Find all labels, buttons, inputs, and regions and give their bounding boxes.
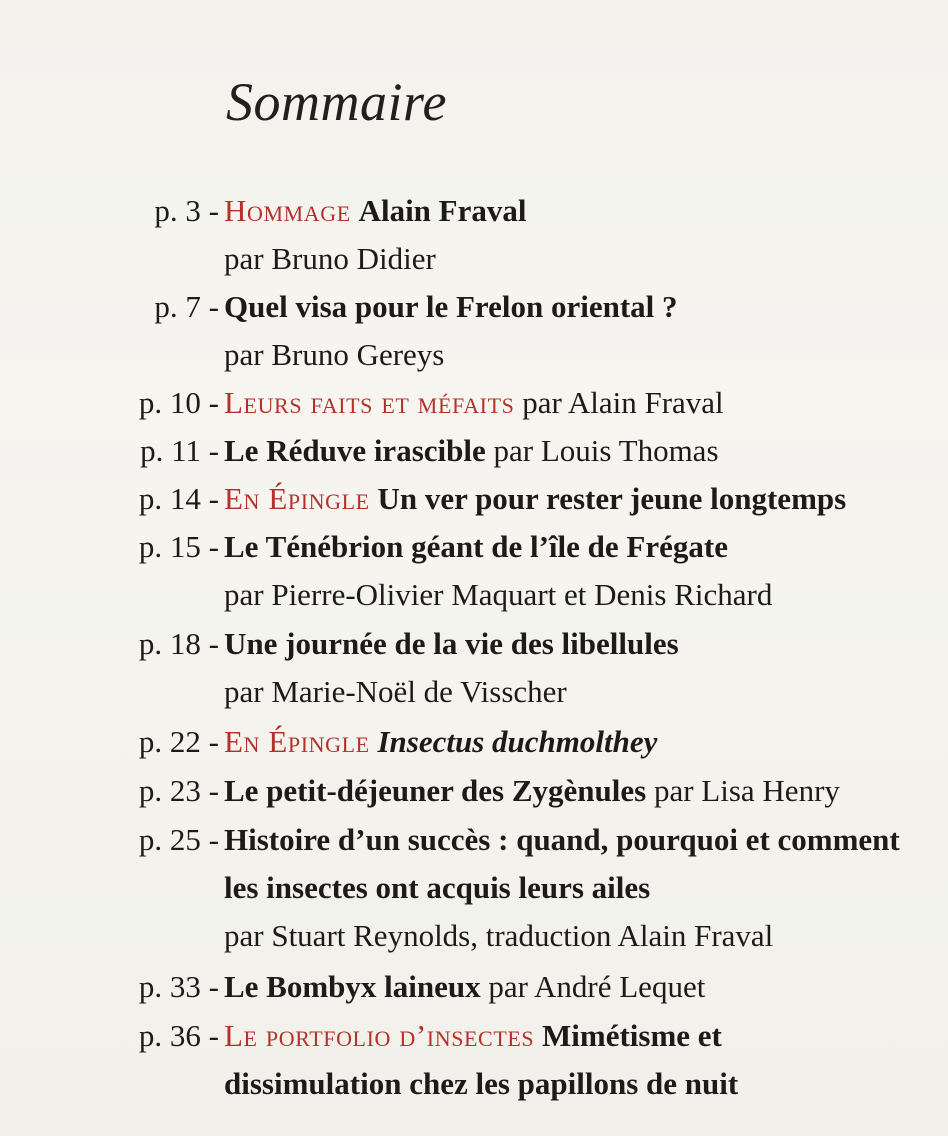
article-title: Une journée de la vie des libellules [224, 626, 679, 661]
page-number: p. 11 - [140, 433, 219, 468]
article-byline: par Alain Fraval [522, 385, 724, 420]
article-title: Le petit-déjeuner des Zygènules [224, 773, 647, 808]
page-number: p. 22 - [138, 724, 219, 759]
page-number: p. 15 - [138, 529, 219, 564]
article-byline: par Bruno Gereys [224, 337, 445, 372]
article-byline: par Louis Thomas [493, 433, 719, 468]
article-byline: par André Lequet [488, 969, 706, 1004]
page-number: p. 18 - [138, 626, 219, 661]
page-number: p. 25 - [138, 822, 219, 857]
article-title: Le Réduve irascible [224, 433, 486, 468]
article-byline: par Lisa Henry [653, 773, 840, 808]
article-title-line-1: Mimétisme et [542, 1018, 722, 1053]
rubric-label: En Épingle [224, 724, 370, 759]
rubric-label: Le portfolio d’insectes [224, 1018, 535, 1053]
article-title-line-2: dissimulation chez les papillons de nuit [224, 1066, 739, 1101]
article-byline: par Pierre-Olivier Maquart et Denis Richard [224, 577, 773, 612]
rubric-label: En Épingle [224, 481, 370, 516]
article-title: Un ver pour rester jeune longtemps [377, 481, 847, 516]
article-title: Alain Fraval [358, 193, 527, 228]
article-title: Le Ténébrion géant de l’île de Frégate [224, 529, 728, 564]
page-number: p. 23 - [138, 773, 219, 808]
page-number: p. 7 - [154, 289, 219, 324]
page-number: p. 14 - [138, 481, 219, 516]
page-number: p. 3 - [154, 193, 219, 228]
article-title: Le Bombyx laineux [224, 969, 481, 1004]
article-title-line-2: les insectes ont acquis leurs ailes [224, 870, 651, 905]
article-title: Insectus duchmolthey [377, 724, 658, 759]
page-number: p. 36 - [138, 1018, 219, 1053]
page-title: Sommaire [226, 72, 447, 132]
article-byline: par Bruno Didier [224, 241, 436, 276]
article-title: Quel visa pour le Frelon oriental ? [224, 289, 678, 324]
rubric-label: Hommage [224, 193, 351, 228]
page-number: p. 33 - [138, 969, 219, 1004]
article-title-line-1: Histoire d’un succès : quand, pourquoi et comment [224, 822, 900, 857]
page-number: p. 10 - [138, 385, 219, 420]
rubric-label: Leurs faits et méfaits [224, 385, 515, 420]
article-byline: par Marie-Noël de Visscher [224, 674, 567, 709]
article-byline: par Stuart Reynolds, traduction Alain Fraval [224, 918, 774, 953]
